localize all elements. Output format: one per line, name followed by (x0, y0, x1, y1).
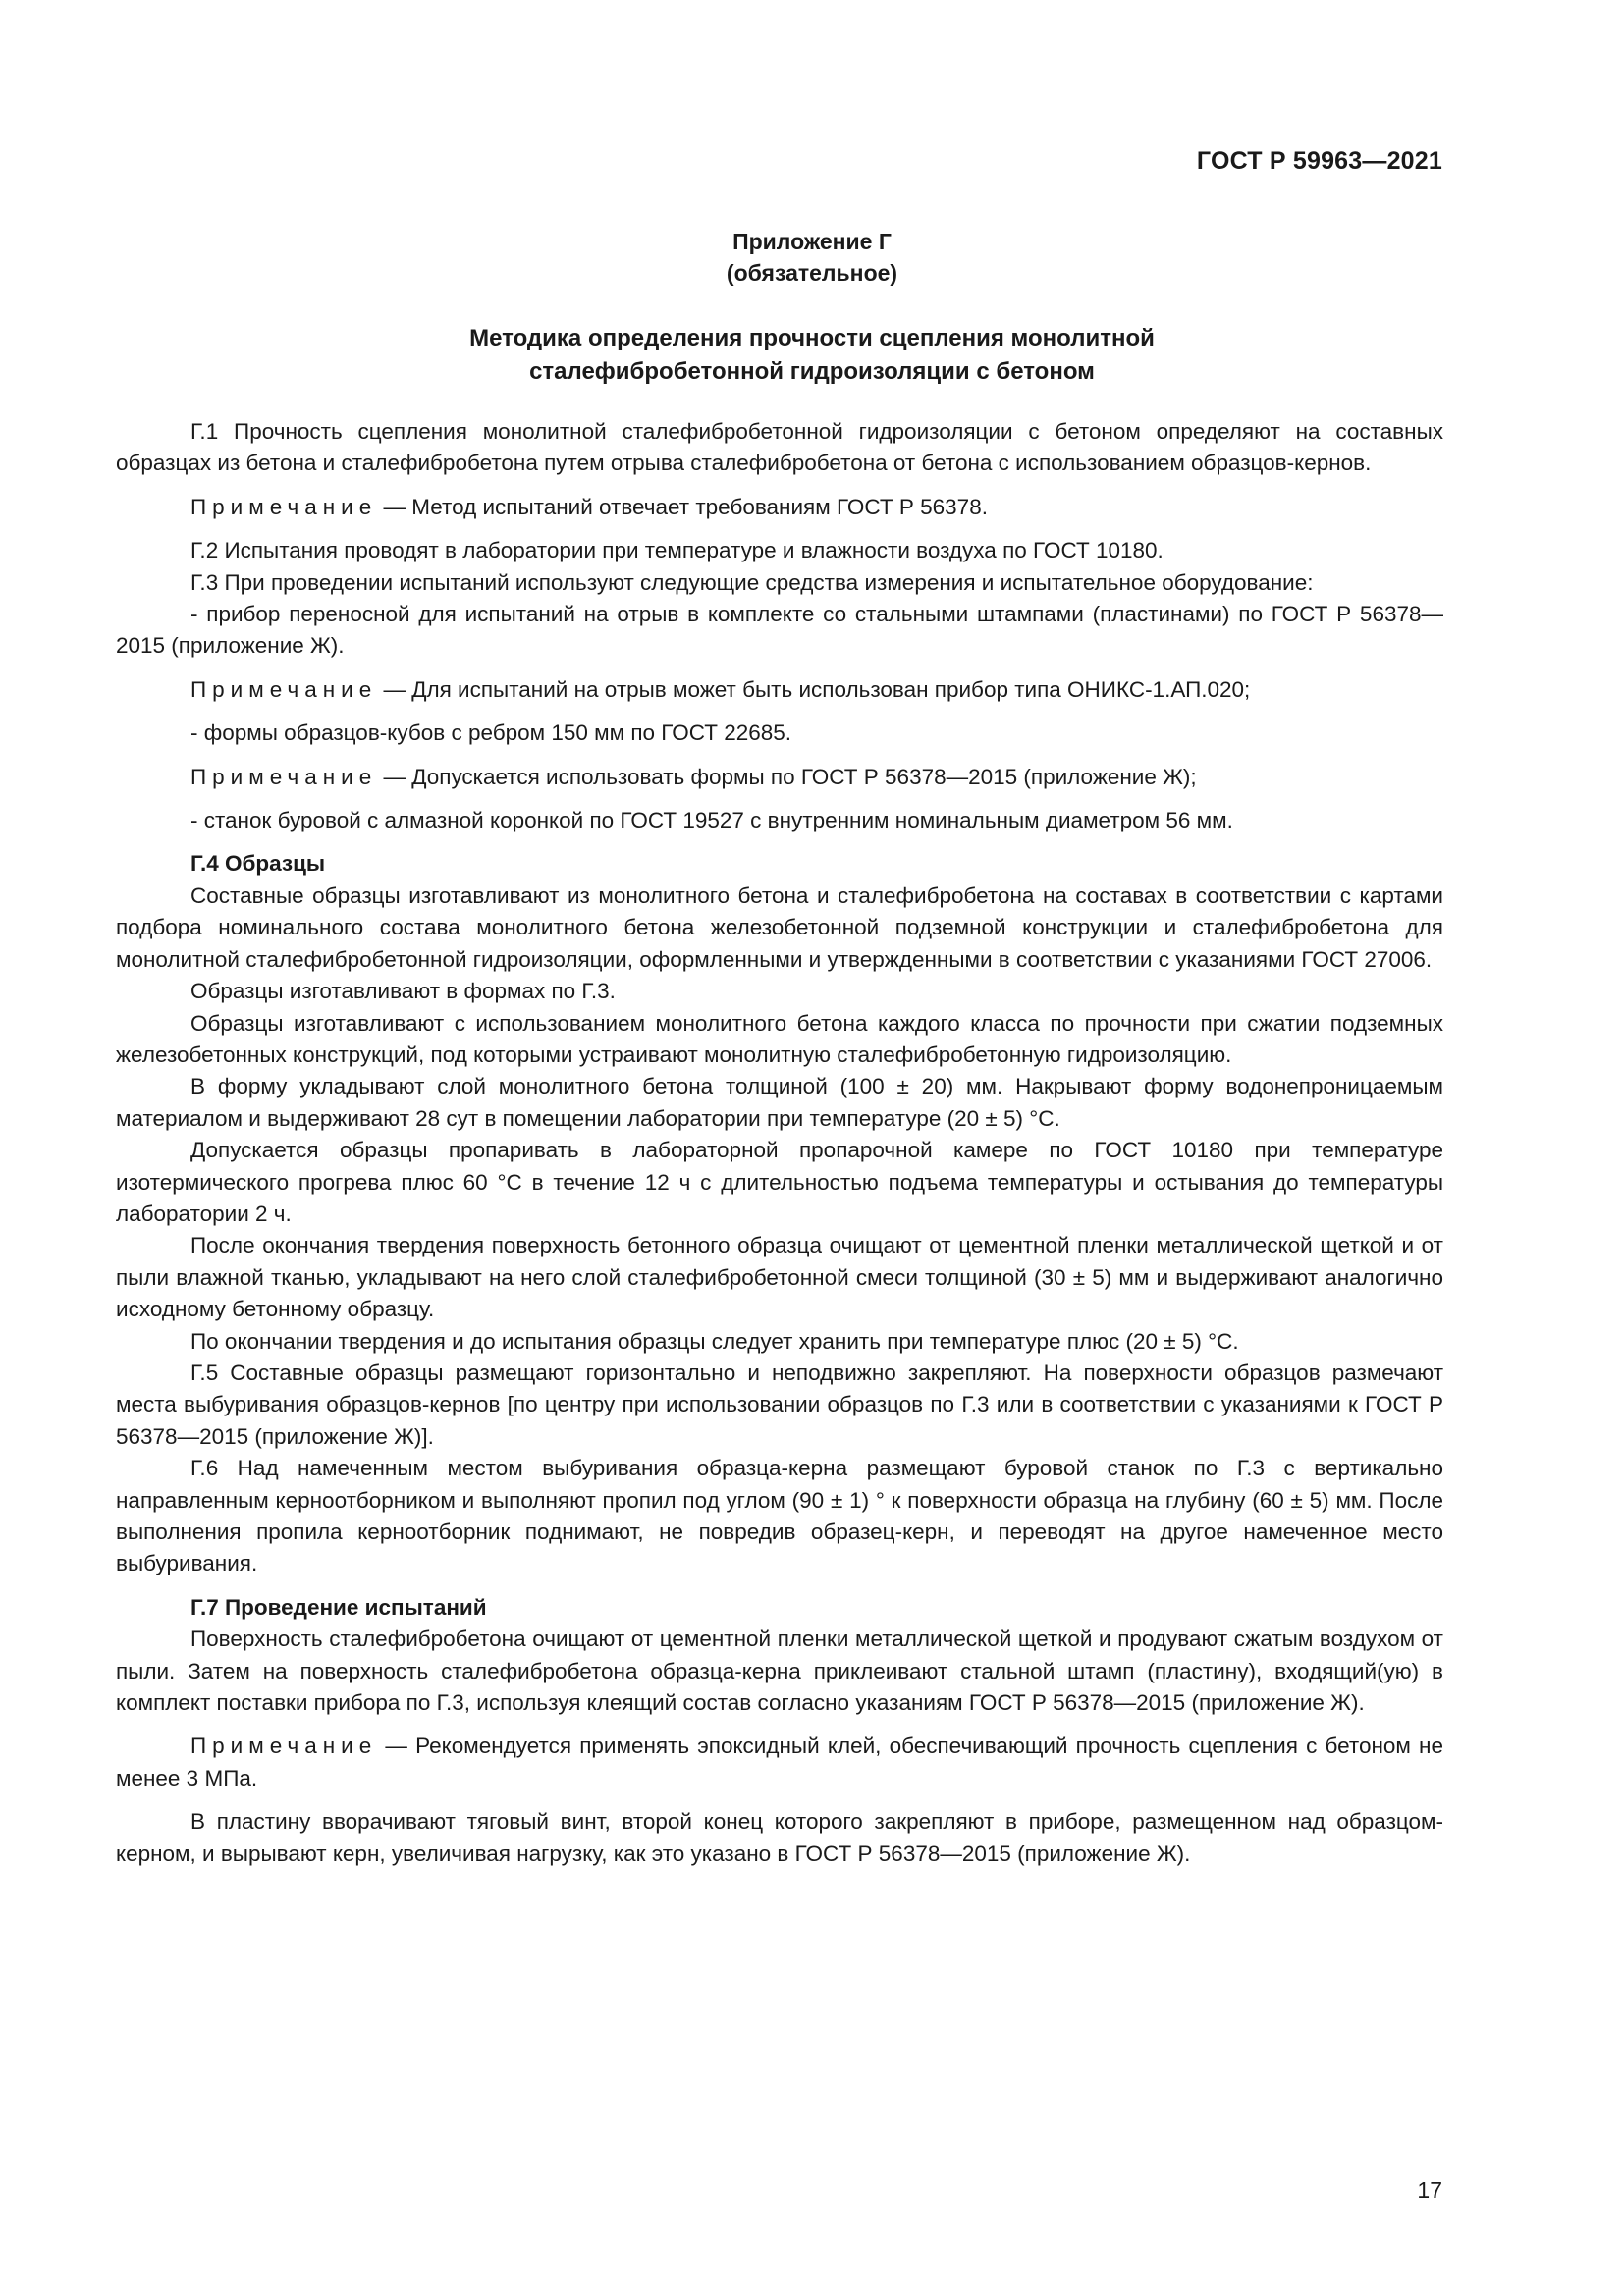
title-line-1: Методика определения прочности сцепления монолитной (469, 325, 1155, 351)
section-heading-g4: Г.4 Образцы (190, 851, 326, 877)
document-title (0, 322, 1624, 389)
page-number: 17 (1417, 2177, 1442, 2203)
appendix-status: (обязательное) (726, 260, 898, 286)
paragraph-g7-1: Поверхность сталефибробетона очищают от цементной пленки металлической щеткой и продувают сжатым воздухом от пыли. Затем на поверхность сталефибробетона образца-керна приклеивают стальной штамп (пластину), входящий(ую) в комплект поставки прибора по Г.3, используя клеящий состав согласно указаниям ГОСТ Р 56378—2015 (приложение Ж). (116, 1627, 1443, 1716)
paragraph-g5: Г.5 Составные образцы размещают горизонтально и неподвижно закрепляют. На поверхности образцов размечают места выбуривания образцов-кернов [по центру при использовании образцов по Г.3 или в соответствии с указаниями к ГОСТ Р 56378—2015 (приложение Ж)]. (116, 1360, 1443, 1449)
note-3 (116, 762, 1443, 793)
note-label: Примечание (190, 494, 378, 519)
note-label: Примечание (190, 1734, 378, 1759)
paragraph-g4-3: Образцы изготавливают с использованием монолитного бетона каждого класса по прочности при сжатии подземных железобетонных конструкций, под которыми устраивают монолитную сталефибробетонную гидроизоляцию. (116, 1010, 1443, 1067)
paragraph-g3: Г.3 При проведении испытаний используют следующие средства измерения и испытательное оборудование: (190, 569, 1314, 595)
note-text: — Для испытаний на отрыв может быть использован прибор типа ОНИКС-1.АП.020; (383, 676, 1251, 702)
paragraph-g4-5: Допускается образцы пропаривать в лабораторной пропарочной камере по ГОСТ 10180 при температуре изотермического прогрева плюс 60 °С в течение 12 ч с длительностью подъема температуры и остывания до температуры лаборатории 2 ч. (116, 1138, 1443, 1226)
paragraph-g4-6: После окончания твердения поверхность бетонного образца очищают от цементной пленки металлической щеткой и от пыли влажной тканью, укладывают на него слой сталефибробетонной смеси толщиной (30 ± 5) мм и выдерживают аналогично исходному бетонному образцу. (116, 1233, 1443, 1322)
paragraph-g4-1: Составные образцы изготавливают из монолитного бетона и сталефибробетона на составах в соответствии с картами подбора номинального состава монолитного бетона железобетонной подземной конструкции и сталефибробетона для монолитной сталефибробетонной гидроизоляции, оформленными и утвержденными в соответствии с указаниями ГОСТ 27006. (116, 882, 1443, 972)
note-text: — Допускается использовать формы по ГОСТ Р 56378—2015 (приложение Ж); (383, 764, 1197, 789)
section-heading-g7: Г.7 Проведение испытаний (190, 1594, 487, 1620)
note-text: — Рекомендуется применять эпоксидный клей, обеспечивающий прочность сцепления с бетоном не менее 3 МПа. (116, 1734, 1443, 1790)
paragraph-g6: Г.6 Над намеченным местом выбуривания образца-керна размещают буровой станок по Г.3 с вертикально направленным керноотборником и выполняют пропил под углом (90 ± 1) ° к поверхности образца на глубину (60 ± 5) мм. После выполнения пропила керноотборник поднимают, не повредив образец-керн, и переводят на другое намеченное место выбуривания. (116, 1456, 1443, 1576)
appendix-title: Приложение Г (732, 229, 892, 254)
paragraph-g2: Г.2 Испытания проводят в лаборатории при температуре и влажности воздуха по ГОСТ 10180. (190, 538, 1164, 563)
list-item-device: - прибор переносной для испытаний на отрыв в комплекте со стальными штампами (пластинами) по ГОСТ Р 56378—2015 (приложение Ж). (116, 602, 1443, 659)
paragraph-g4-4: В форму укладывают слой монолитного бетона толщиной (100 ± 20) мм. Накрывают форму водонепроницаемым материалом и выдерживают 28 сут в помещении лаборатории при температуре (20 ± 5) °С. (116, 1074, 1443, 1131)
standard-code: ГОСТ Р 59963—2021 (1196, 147, 1442, 175)
paragraph-g4-2: Образцы изготавливают в формах по Г.3. (190, 979, 616, 1004)
paragraph-g1: Г.1 Прочность сцепления монолитной сталефибробетонной гидроизоляции с бетоном определяют на составных образцах из бетона и сталефибробетона путем отрыва сталефибробетона от бетона с использованием образцов-кернов. (116, 419, 1443, 476)
paragraph-g4-7: По окончании твердения и до испытания образцы следует хранить при температуре плюс (20 ± 5) °С. (190, 1328, 1239, 1354)
title-line-2: сталефибробетонной гидроизоляции с бетоном (529, 358, 1095, 385)
appendix-heading (0, 226, 1624, 289)
note-1 (116, 492, 1443, 523)
list-item-drill: - станок буровой с алмазной коронкой по ГОСТ 19527 с внутренним номинальным диаметром 56 мм. (190, 808, 1233, 833)
paragraph-g7-2: В пластину вворачивают тяговый винт, второй конец которого закрепляют в приборе, размещенном над образцом-керном, и вырывают керн, увеличивая нагрузку, как это указано в ГОСТ Р 56378—2015 (приложение Ж). (116, 1809, 1443, 1866)
note-label: Примечание (190, 764, 378, 789)
note-4 (116, 1731, 1443, 1794)
list-item-forms: - формы образцов-кубов с ребром 150 мм по ГОСТ 22685. (190, 721, 792, 746)
note-text: — Метод испытаний отвечает требованиям ГОСТ Р 56378. (383, 494, 988, 519)
note-2 (116, 674, 1443, 706)
note-label: Примечание (190, 676, 378, 702)
document-body (116, 416, 1443, 1870)
